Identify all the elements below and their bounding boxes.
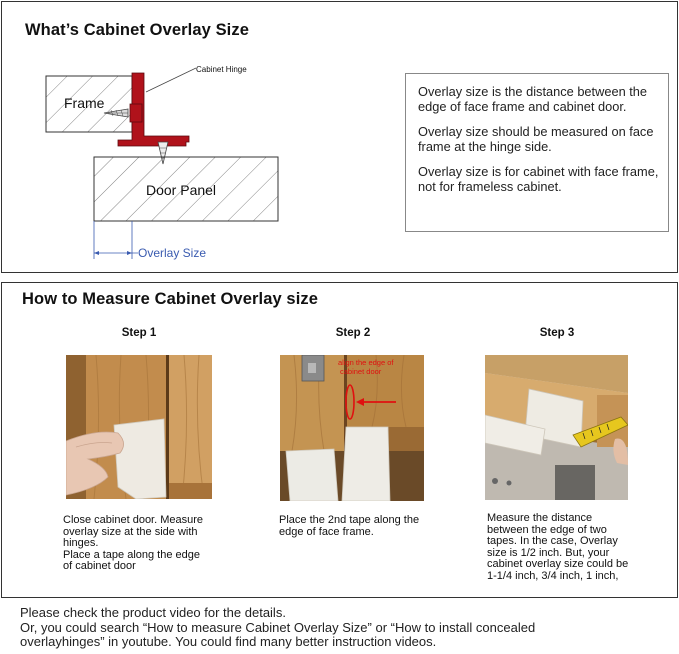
caption-line: of cabinet door — [63, 560, 136, 573]
caption-line: hinges. — [63, 537, 99, 550]
caption-line: overlay size at the side with — [63, 525, 198, 538]
footer-line: overlayhinges” in youtube. You could find many better instruction videos. — [20, 634, 437, 649]
section-title: What’s Cabinet Overlay Size — [25, 21, 249, 39]
step-caption — [279, 515, 439, 538]
overlay-dimension — [94, 221, 138, 259]
photo-annotation: cabinet door — [340, 367, 382, 376]
hinge-diagram — [36, 56, 286, 266]
info-paragraph: Overlay size is for cabinet with face frame, not for frameless cabinet. — [418, 164, 659, 194]
caption-line: 1-1/4 inch, 3/4 inch, 1 inch, — [487, 569, 619, 582]
step-caption — [487, 513, 637, 583]
footer-line: Or, you could search “How to measure Cabinet Overlay Size” or “How to install concealed — [20, 619, 536, 635]
caption-line: between the edge of two — [487, 523, 607, 536]
overlay-definition-panel — [1, 1, 678, 273]
caption-line: cabinet overlay size could be — [487, 558, 629, 571]
caption-line: Measure the distance — [487, 512, 593, 524]
section-title: How to Measure Cabinet Overlay size — [22, 290, 319, 308]
step-title: Step 2 — [335, 327, 371, 339]
caption-line: edge of face frame. — [279, 525, 374, 538]
measure-instructions-panel — [1, 282, 678, 598]
info-paragraph: Overlay size should be measured on face frame at the hinge side. — [418, 124, 654, 154]
step-title: Step 1 — [121, 327, 157, 339]
caption-line: Place a tape along the edge — [63, 548, 201, 561]
info-paragraph: Overlay size is the distance between the edge of face frame and cabinet door. — [418, 84, 648, 114]
overlay-info-box — [405, 73, 669, 232]
frame-label: Frame — [64, 95, 105, 111]
caption-line: Close cabinet door. Measure — [63, 514, 204, 526]
step-1-photo — [66, 355, 212, 499]
photo-annotation: align the edge of — [338, 358, 394, 367]
caption-line: Place the 2nd tape along the — [279, 514, 420, 526]
footer-line: Please check the product video for the details. — [20, 605, 286, 620]
step-2-photo — [280, 355, 424, 501]
caption-line: size is 1/2 inch. But, your — [487, 546, 610, 559]
step-title: Step 3 — [539, 327, 575, 339]
overlay-size-label: Overlay Size — [138, 246, 207, 260]
caption-line: tapes. In the case, Overlay — [487, 535, 618, 548]
door-panel-label: Door Panel — [146, 182, 217, 198]
hinge-label: Cabinet Hinge — [196, 65, 247, 74]
footer-note — [20, 606, 670, 650]
step-caption — [63, 515, 223, 573]
hinge-leader-line — [146, 68, 196, 92]
step-3-photo — [485, 355, 628, 500]
